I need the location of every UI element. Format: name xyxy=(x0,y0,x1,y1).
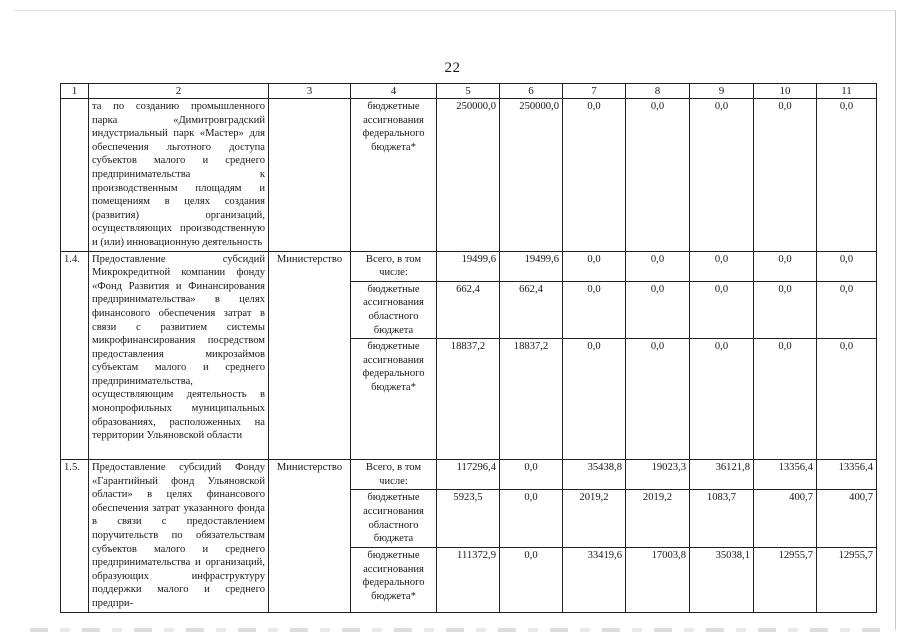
value-cell: 17003,8 xyxy=(626,548,690,612)
value-cell: 0,0 xyxy=(690,251,754,281)
value-cell: 12955,7 xyxy=(754,548,817,612)
header-cell: 9 xyxy=(690,84,754,99)
value-cell: 33419,6 xyxy=(563,548,626,612)
funding-source: бюджетные ассигнования областного бюджета xyxy=(351,490,437,548)
header-cell: 11 xyxy=(817,84,877,99)
value-cell: 12955,7 xyxy=(817,548,877,612)
table-row xyxy=(61,460,877,490)
value-cell: 36121,8 xyxy=(690,460,754,490)
value-cell: 0,0 xyxy=(626,99,690,252)
value-cell: 250000,0 xyxy=(437,99,500,252)
value-cell: 18837,2 xyxy=(437,339,500,460)
value-cell: 662,4 xyxy=(437,281,500,338)
value-cell: 0,0 xyxy=(500,460,563,490)
header-cell: 5 xyxy=(437,84,500,99)
value-cell: 0,0 xyxy=(690,99,754,252)
value-cell: 19499,6 xyxy=(437,251,500,281)
row-executor xyxy=(269,99,351,252)
value-cell: 400,7 xyxy=(817,490,877,548)
value-cell: 1083,7 xyxy=(690,490,754,548)
value-cell: 250000,0 xyxy=(500,99,563,252)
value-cell: 35038,1 xyxy=(690,548,754,612)
funding-source: Всего, в том числе: xyxy=(351,460,437,490)
funding-source: бюджетные ассигнования федерального бюджета* xyxy=(351,339,437,460)
header-cell: 10 xyxy=(754,84,817,99)
row-description: Предоставление субсидий Фонду «Гарантийный фонд Ульяновской области» в целях финансового обеспечения затрат указанного фонда в связи с предоставлением поручительств по обязательствам субъектов малого и среднего предпринимательства и организаций, образующих инфраструктуру поддержки малого и среднего предпри- xyxy=(89,460,269,613)
header-cell: 2 xyxy=(89,84,269,99)
row-executor: Министерство xyxy=(269,460,351,613)
value-cell: 0,0 xyxy=(690,339,754,460)
value-cell: 0,0 xyxy=(563,339,626,460)
value-cell: 0,0 xyxy=(817,99,877,252)
table-row xyxy=(61,251,877,281)
value-cell: 2019,2 xyxy=(626,490,690,548)
value-cell: 0,0 xyxy=(563,99,626,252)
header-cell: 6 xyxy=(500,84,563,99)
value-cell: 19023,3 xyxy=(626,460,690,490)
value-cell: 0,0 xyxy=(500,548,563,612)
scan-artifact xyxy=(30,628,890,632)
value-cell: 0,0 xyxy=(754,99,817,252)
row-number: 1.5. xyxy=(61,460,89,613)
value-cell: 35438,8 xyxy=(563,460,626,490)
value-cell: 0,0 xyxy=(754,339,817,460)
header-cell: 4 xyxy=(351,84,437,99)
row-number xyxy=(61,99,89,252)
header-row xyxy=(61,84,877,99)
row-number: 1.4. xyxy=(61,251,89,460)
value-cell: 0,0 xyxy=(690,281,754,338)
page-number: 22 xyxy=(444,60,461,76)
budget-table xyxy=(60,83,877,613)
value-cell: 0,0 xyxy=(626,281,690,338)
value-cell: 19499,6 xyxy=(500,251,563,281)
value-cell: 0,0 xyxy=(754,281,817,338)
funding-source: Всего, в том числе: xyxy=(351,251,437,281)
value-cell: 0,0 xyxy=(754,251,817,281)
value-cell: 400,7 xyxy=(754,490,817,548)
value-cell: 662,4 xyxy=(500,281,563,338)
value-cell: 0,0 xyxy=(563,281,626,338)
funding-source: бюджетные ассигнования федерального бюджета* xyxy=(351,99,437,252)
value-cell: 0,0 xyxy=(817,251,877,281)
value-cell: 2019,2 xyxy=(563,490,626,548)
value-cell: 0,0 xyxy=(626,251,690,281)
value-cell: 117296,4 xyxy=(437,460,500,490)
value-cell: 0,0 xyxy=(817,339,877,460)
value-cell: 0,0 xyxy=(626,339,690,460)
value-cell: 18837,2 xyxy=(500,339,563,460)
row-description: та по созданию промышленного парка «Димитровградский индустриальный парк «Мастер» для обеспечения льготного доступа субъектов малого и среднего предпринимательства к производственным площадям и помещениям в целях создания (развития) организаций, осуществляющих производственную и (или) инновационную деятельность xyxy=(89,99,269,252)
value-cell: 0,0 xyxy=(817,281,877,338)
value-cell: 0,0 xyxy=(563,251,626,281)
row-description: Предоставление субсидий Микрокредитной компании фонду «Фонд Развития и Финансирования предпринимательства» в целях финансового обеспечения затрат в связи с развитием системы микрофинансирования посредством предоставления микрозаймов субъектам малого и среднего предпринимательства, осуществляющим деятельность в монопрофильных муниципальных образованиях, расположенных на территории Ульяновской области xyxy=(89,251,269,460)
header-cell: 7 xyxy=(563,84,626,99)
value-cell: 13356,4 xyxy=(817,460,877,490)
value-cell: 0,0 xyxy=(500,490,563,548)
header-cell: 8 xyxy=(626,84,690,99)
value-cell: 111372,9 xyxy=(437,548,500,612)
value-cell: 5923,5 xyxy=(437,490,500,548)
funding-source: бюджетные ассигнования областного бюджета xyxy=(351,281,437,338)
table-row xyxy=(61,99,877,252)
funding-source: бюджетные ассигнования федерального бюджета* xyxy=(351,548,437,612)
header-cell: 1 xyxy=(61,84,89,99)
value-cell: 13356,4 xyxy=(754,460,817,490)
header-cell: 3 xyxy=(269,84,351,99)
row-executor: Министерство xyxy=(269,251,351,460)
